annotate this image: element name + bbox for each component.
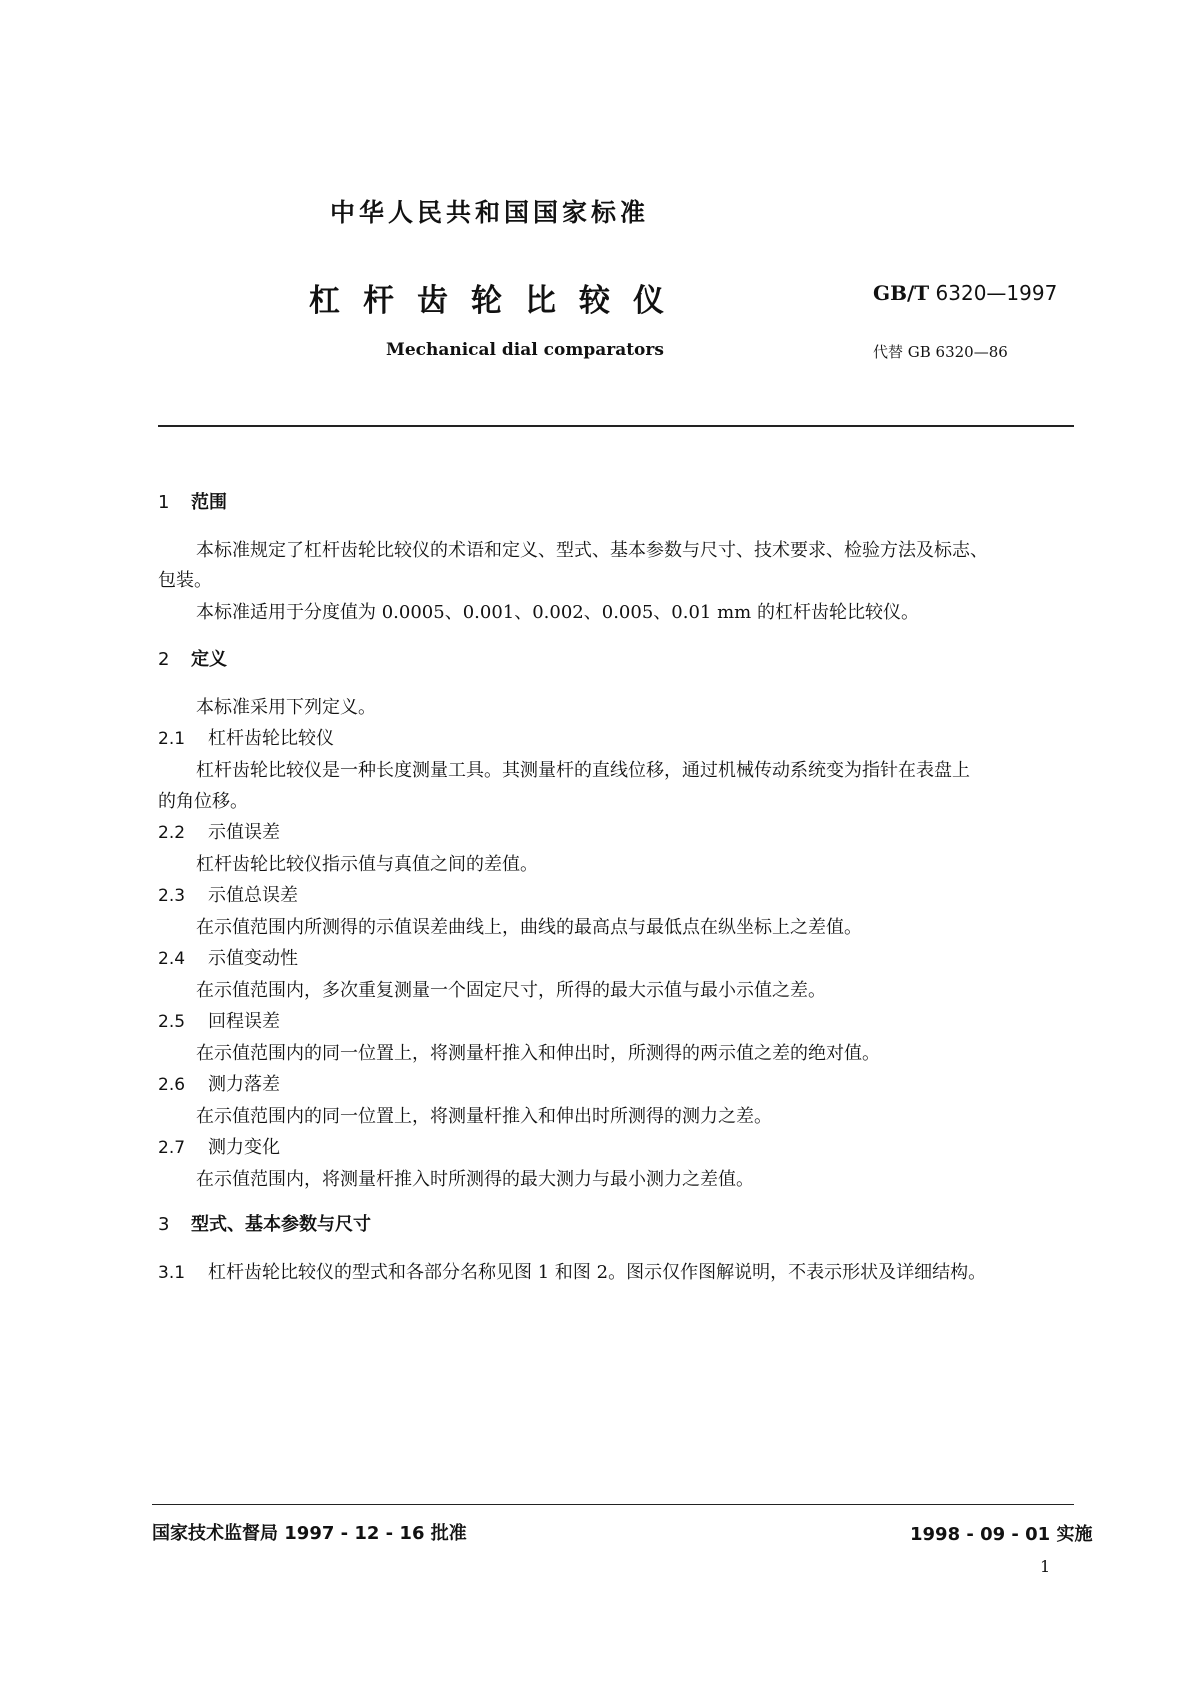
section-number: 2 bbox=[158, 649, 170, 670]
clause-number: 2.7 bbox=[158, 1138, 186, 1158]
standard-prefix: GB/T bbox=[873, 281, 930, 305]
section-1-heading bbox=[158, 488, 227, 514]
standard-number bbox=[873, 281, 1057, 305]
definition-2-5-text: 在示值范围内的同一位置上，将测量杆推入和伸出时，所测得的两示值之差的绝对值。 bbox=[196, 1043, 880, 1064]
clause-title: 示值总误差 bbox=[208, 885, 298, 906]
footer-divider bbox=[152, 1504, 1074, 1505]
clause-3-1 bbox=[158, 1258, 986, 1284]
clause-number: 2.3 bbox=[158, 886, 186, 906]
definition-2-3-text: 在示值范围内所测得的示值误差曲线上，曲线的最高点与最低点在纵坐标上之差值。 bbox=[196, 917, 862, 938]
clause-title: 回程误差 bbox=[208, 1011, 280, 1032]
section-number: 1 bbox=[158, 492, 170, 513]
scope-paragraph-1a: 本标准规定了杠杆齿轮比较仪的术语和定义、型式、基本参数与尺寸、技术要求、检验方法及标志、 bbox=[196, 540, 988, 561]
scope-paragraph-1b: 包装。 bbox=[158, 570, 212, 591]
section-number: 3 bbox=[158, 1214, 170, 1235]
definition-2-1-heading bbox=[158, 724, 334, 750]
section-title: 范围 bbox=[191, 492, 227, 513]
definition-2-2-text: 杠杆齿轮比较仪指示值与真值之间的差值。 bbox=[196, 854, 538, 875]
clause-title: 测力落差 bbox=[208, 1074, 280, 1095]
definition-2-6-heading bbox=[158, 1070, 280, 1096]
clause-text: 杠杆齿轮比较仪的型式和各部分名称见图 1 和图 2。图示仅作图解说明，不表示形状及详细结构。 bbox=[208, 1262, 987, 1283]
definition-2-1-text-b: 的角位移。 bbox=[158, 791, 248, 812]
approval-note: 国家技术监督局 1997 - 12 - 16 批准 bbox=[152, 1523, 467, 1544]
clause-title: 示值误差 bbox=[208, 822, 280, 843]
definition-2-4-heading bbox=[158, 944, 298, 970]
section-title: 型式、基本参数与尺寸 bbox=[191, 1214, 371, 1235]
definition-2-2-heading bbox=[158, 818, 280, 844]
definition-2-7-text: 在示值范围内，将测量杆推入时所测得的最大测力与最小测力之差值。 bbox=[196, 1169, 754, 1190]
section-title: 定义 bbox=[191, 649, 227, 670]
header-divider bbox=[158, 425, 1074, 427]
english-title: Mechanical dial comparators bbox=[386, 340, 664, 360]
section-3-heading bbox=[158, 1210, 371, 1236]
implementation-date: 1998 - 09 - 01 实施 bbox=[910, 1524, 1093, 1545]
clause-number: 2.6 bbox=[158, 1075, 186, 1095]
definitions-intro: 本标准采用下列定义。 bbox=[196, 697, 376, 718]
clause-title: 示值变动性 bbox=[208, 948, 298, 969]
clause-number: 2.2 bbox=[158, 823, 186, 843]
clause-number: 2.1 bbox=[158, 729, 186, 749]
definition-2-1-text-a: 杠杆齿轮比较仪是一种长度测量工具。其测量杆的直线位移，通过机械传动系统变为指针在表盘上 bbox=[196, 760, 970, 781]
scope-paragraph-2: 本标准适用于分度值为 0.0005、0.001、0.002、0.005、0.01 mm 的杠杆齿轮比较仪。 bbox=[196, 602, 919, 623]
definition-2-6-text: 在示值范围内的同一位置上，将测量杆推入和伸出时所测得的测力之差。 bbox=[196, 1106, 772, 1127]
definition-2-3-heading bbox=[158, 881, 298, 907]
document-title: 杠杆齿轮比较仪 bbox=[309, 283, 687, 319]
clause-number: 3.1 bbox=[158, 1263, 186, 1283]
clause-number: 2.5 bbox=[158, 1012, 186, 1032]
definition-2-7-heading bbox=[158, 1133, 280, 1159]
replaces-note: 代替 GB 6320—86 bbox=[873, 343, 1008, 361]
national-standard-heading: 中华人民共和国国家标准 bbox=[330, 198, 650, 227]
standard-code: 6320—1997 bbox=[935, 281, 1058, 305]
clause-title: 测力变化 bbox=[208, 1137, 280, 1158]
definition-2-5-heading bbox=[158, 1007, 280, 1033]
section-2-heading bbox=[158, 645, 227, 671]
clause-title: 杠杆齿轮比较仪 bbox=[208, 728, 334, 749]
page-number: 1 bbox=[1040, 1557, 1051, 1576]
definition-2-4-text: 在示值范围内，多次重复测量一个固定尺寸，所得的最大示值与最小示值之差。 bbox=[196, 980, 826, 1001]
clause-number: 2.4 bbox=[158, 949, 186, 969]
